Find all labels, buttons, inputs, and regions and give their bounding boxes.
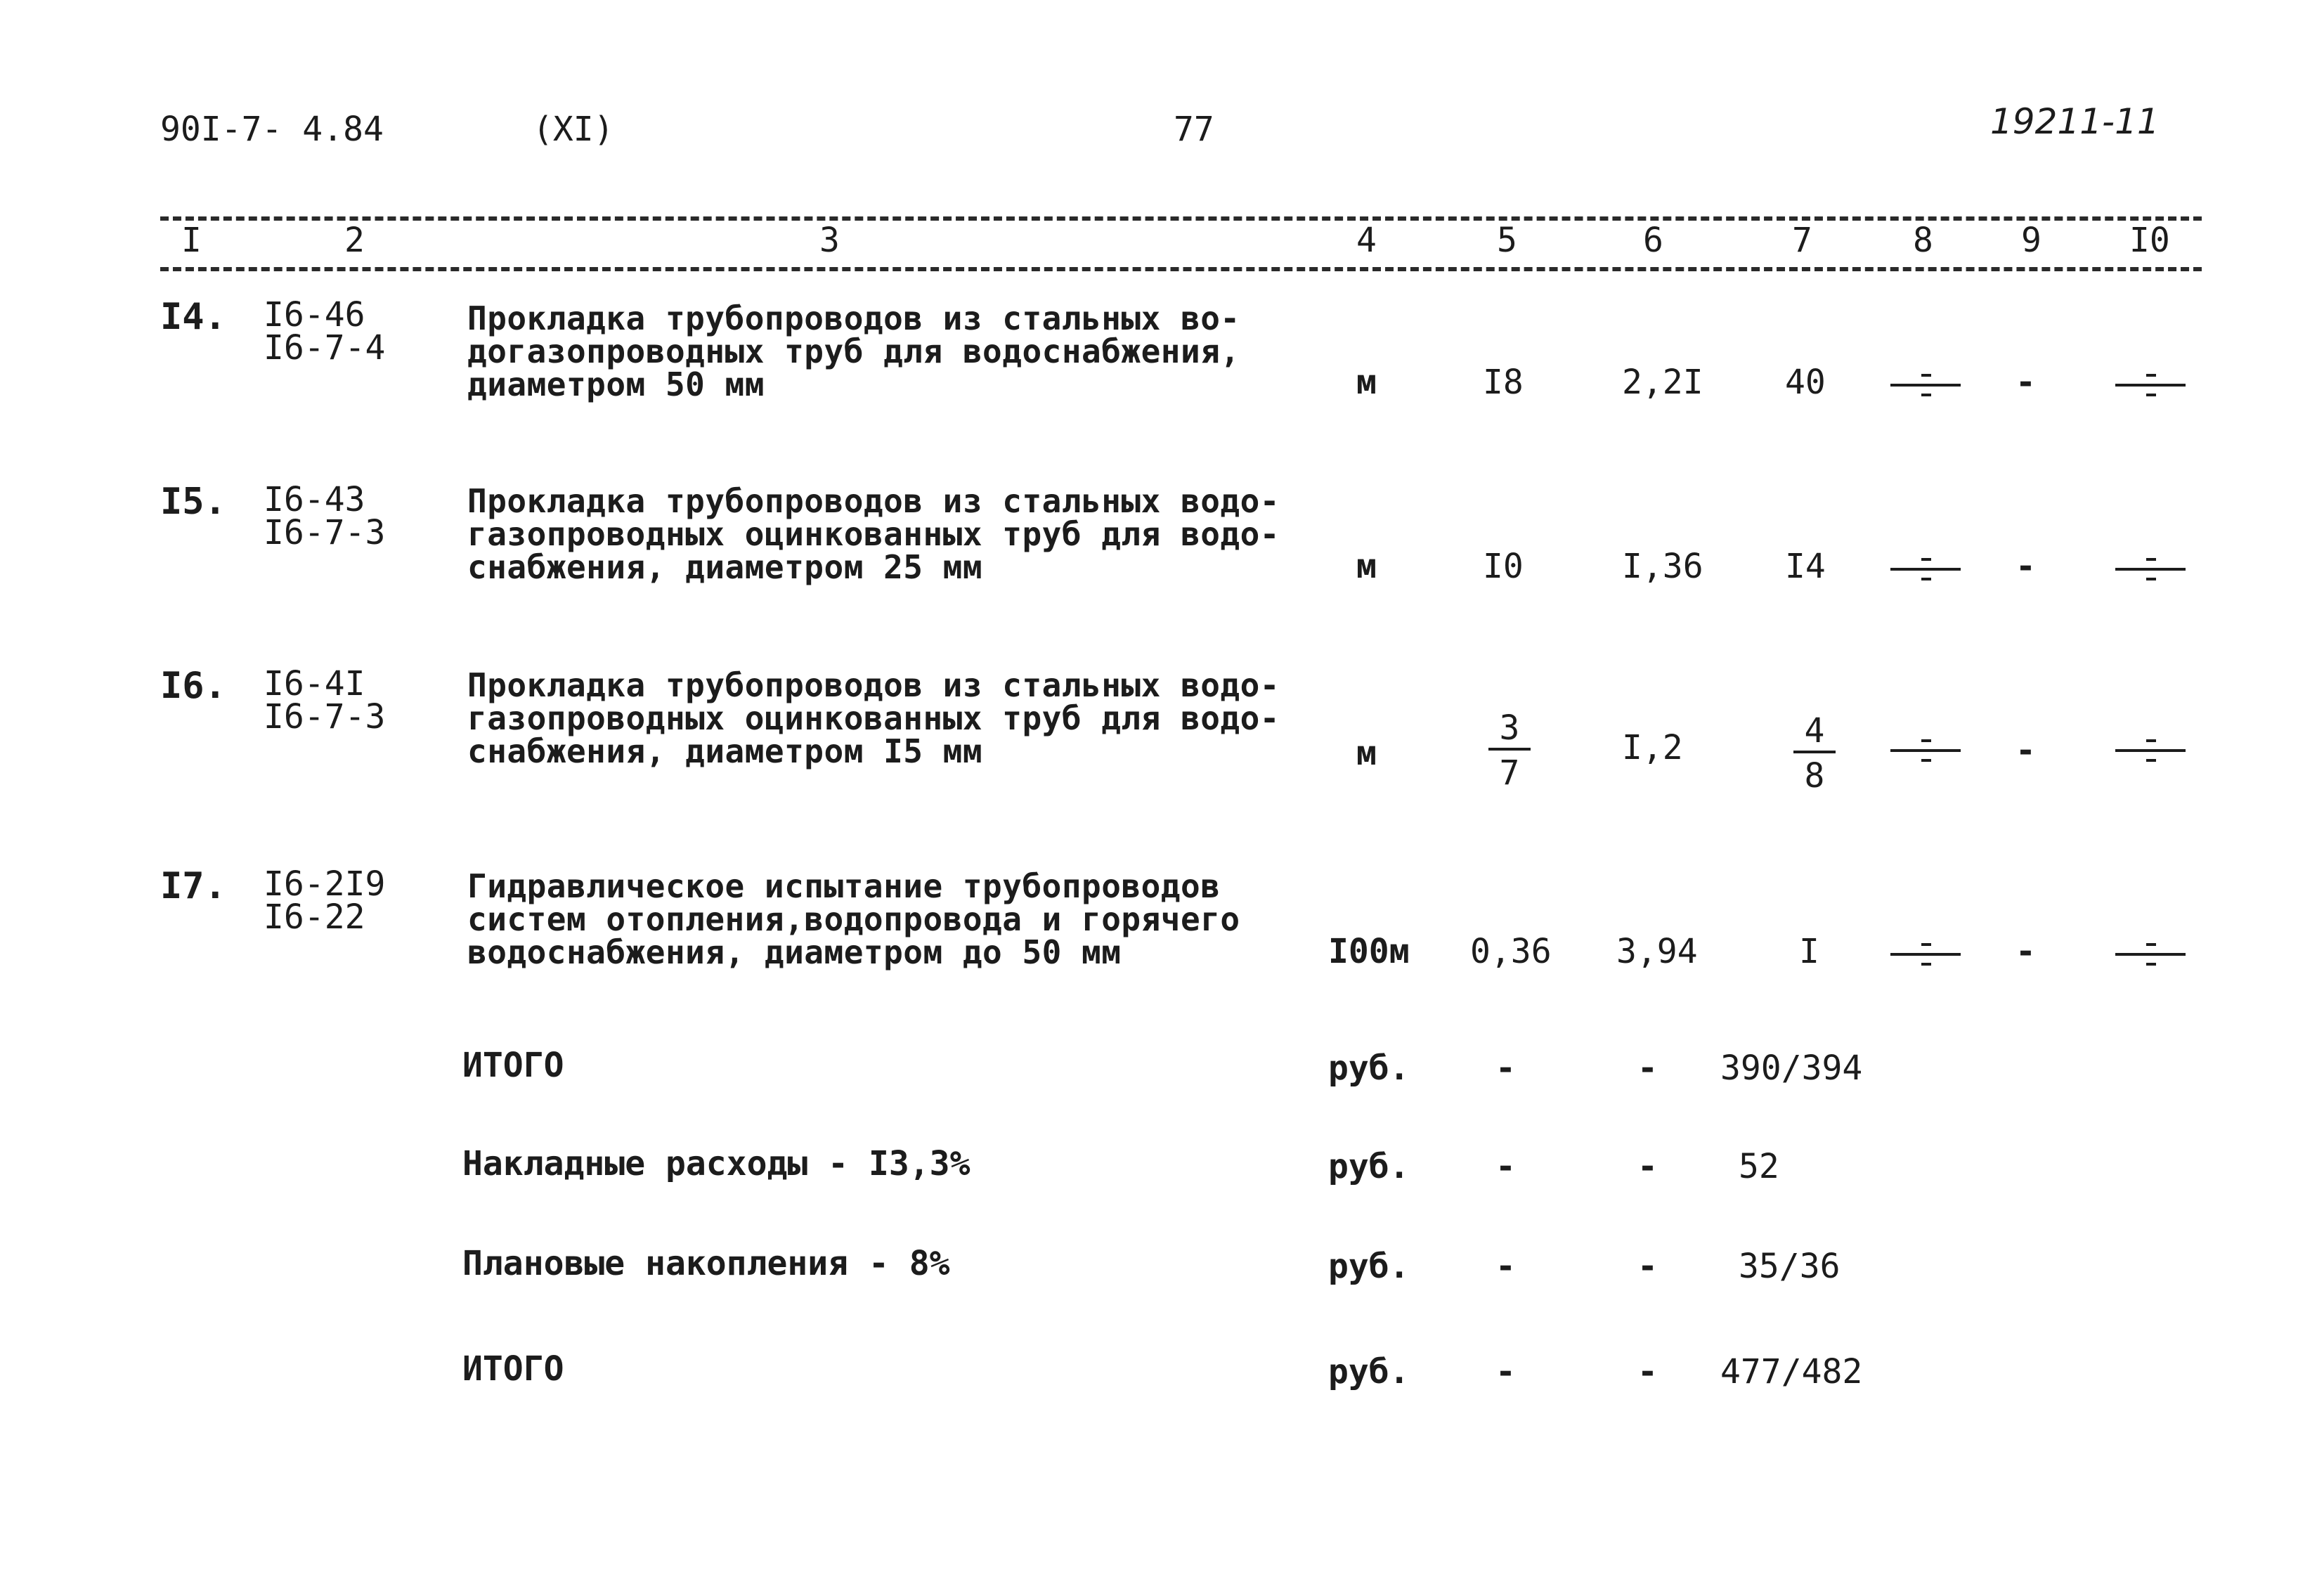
col-header-7: 7 <box>1792 221 1812 260</box>
row-number: I7. <box>160 865 226 907</box>
row-total-fraction <box>1793 711 1836 796</box>
row-quantity: 0,36 <box>1470 932 1552 971</box>
row-code-2: I6-7-3 <box>264 513 386 552</box>
summary-value: 390/394 <box>1720 1049 1863 1088</box>
summary-col6: - <box>1637 1147 1658 1186</box>
summary-col5: - <box>1495 1147 1516 1186</box>
row-desc-line-1: Прокладка трубопроводов из стальных водо- <box>467 482 1280 520</box>
row-desc-line-2: систем отопления,водопровода и горячего <box>467 900 1240 938</box>
row-code-2: I6-22 <box>264 897 365 937</box>
page-number: 77 <box>1174 110 1214 149</box>
row-col9: - <box>2015 363 2036 402</box>
summary-col5: - <box>1495 1247 1516 1286</box>
document-code: 90I-7- 4.84 <box>160 110 384 149</box>
row-desc-line-1: Прокладка трубопроводов из стальных во- <box>467 299 1240 337</box>
row-total: I4 <box>1785 547 1826 586</box>
col-header-6: 6 <box>1643 221 1663 260</box>
summary-col5: - <box>1495 1049 1516 1088</box>
row-col9: - <box>2015 547 2036 586</box>
summary-value: 52 <box>1739 1147 1779 1186</box>
row-unit: м <box>1356 547 1377 586</box>
summary-unit: руб. <box>1328 1049 1410 1088</box>
summary-col5: - <box>1495 1352 1516 1391</box>
row-unit: м <box>1356 734 1377 773</box>
ditto-mark-col10 <box>2115 555 2186 583</box>
row-desc-line-3: снабжения, диаметром I5 мм <box>467 732 983 770</box>
header-rule-bottom <box>160 267 2202 271</box>
row-number: I5. <box>160 481 226 523</box>
row-col9: - <box>2015 932 2036 971</box>
col-header-3: 3 <box>819 221 840 260</box>
row-total-denominator: 8 <box>1793 751 1836 793</box>
row-code-2: I6-7-4 <box>264 328 386 368</box>
summary-value: 35/36 <box>1739 1247 1841 1286</box>
row-total: 40 <box>1785 363 1826 402</box>
col-header-4: 4 <box>1356 221 1377 260</box>
col-header-8: 8 <box>1913 221 1933 260</box>
row-unit-price: 2,2I <box>1622 363 1703 402</box>
row-desc-line-1: Прокладка трубопроводов из стальных водо- <box>467 666 1280 704</box>
row-desc-line-2: догазопроводных труб для водоснабжения, <box>467 332 1240 370</box>
row-unit-price: I,2 <box>1622 728 1683 767</box>
row-quantity-denominator: 7 <box>1488 748 1531 790</box>
row-unit-price: 3,94 <box>1616 932 1698 971</box>
row-unit-price: I,36 <box>1622 547 1703 586</box>
col-header-1: I <box>181 221 202 260</box>
row-desc-line-2: газопроводных оцинкованных труб для водо- <box>467 699 1280 737</box>
row-quantity-numerator: 3 <box>1499 708 1520 748</box>
row-number: I6. <box>160 665 226 707</box>
ditto-mark-col8 <box>1890 371 1961 399</box>
row-desc-line-3: водоснабжения, диаметром до 50 мм <box>467 933 1122 971</box>
row-quantity: I0 <box>1483 547 1524 586</box>
ditto-mark-col10 <box>2115 940 2186 968</box>
col-header-9: 9 <box>2021 221 2041 260</box>
row-code-1: I6-4I <box>264 664 365 703</box>
ditto-mark-col10 <box>2115 371 2186 399</box>
row-code-1: I6-46 <box>264 295 365 335</box>
header-rule-top <box>160 216 2202 221</box>
summary-label: ИТОГО <box>462 1349 564 1389</box>
ditto-mark-col10 <box>2115 736 2186 765</box>
row-code-2: I6-7-3 <box>264 697 386 736</box>
row-desc-line-2: газопроводных оцинкованных труб для водо- <box>467 515 1280 553</box>
summary-col6: - <box>1637 1352 1658 1391</box>
row-desc-line-1: Гидравлическое испытание трубопроводов <box>467 867 1221 905</box>
row-desc-line-3: снабжения, диаметром 25 мм <box>467 548 983 586</box>
summary-label: Накладные расходы - I3,3% <box>462 1144 971 1183</box>
row-unit: м <box>1356 363 1377 402</box>
col-header-2: 2 <box>344 221 365 260</box>
summary-unit: руб. <box>1328 1352 1410 1391</box>
row-quantity-fraction <box>1488 708 1531 793</box>
summary-value: 477/482 <box>1720 1352 1863 1391</box>
ditto-mark-col8 <box>1890 555 1961 583</box>
section-number: (XI) <box>533 110 614 149</box>
handwritten-stamp: 19211-11 <box>1990 101 2160 142</box>
summary-col6: - <box>1637 1247 1658 1286</box>
summary-unit: руб. <box>1328 1247 1410 1286</box>
ditto-mark-col8 <box>1890 736 1961 765</box>
summary-label: Плановые накопления - 8% <box>462 1244 950 1283</box>
col-header-10: I0 <box>2129 221 2170 260</box>
row-code-1: I6-2I9 <box>264 864 386 904</box>
row-desc-line-3: диаметром 50 мм <box>467 365 765 403</box>
col-header-5: 5 <box>1497 221 1517 260</box>
row-number: I4. <box>160 296 226 338</box>
row-col9: - <box>2015 731 2036 770</box>
summary-unit: руб. <box>1328 1147 1410 1186</box>
ditto-mark-col8 <box>1890 940 1961 968</box>
row-total-numerator: 4 <box>1804 711 1825 751</box>
row-unit: I00м <box>1328 932 1410 971</box>
row-total: I <box>1799 932 1819 971</box>
summary-label: ИТОГО <box>462 1046 564 1085</box>
row-quantity: I8 <box>1483 363 1524 402</box>
row-code-1: I6-43 <box>264 480 365 519</box>
summary-col6: - <box>1637 1049 1658 1088</box>
